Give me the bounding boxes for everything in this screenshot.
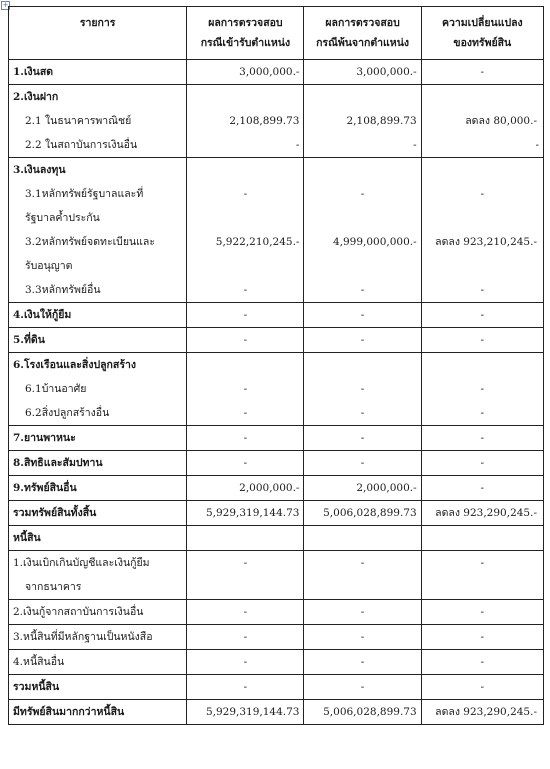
value-on-leave: 3,000,000.- [304,60,421,85]
header-change: ความเปลี่ยนแปลง ของทรัพย์สิน [421,7,543,60]
table-row [9,377,544,401]
value-on-leave: - [304,451,421,476]
row-label: 3.3หลักทรัพย์อื่น [9,278,187,303]
row-label: 9.ทรัพย์สินอื่น [9,476,187,501]
value-change: ลดลง 923,290,245.- [421,700,543,725]
table-row [9,206,544,230]
value-on-leave: - [304,600,421,625]
table-row [9,230,544,254]
value-change: - [421,625,543,650]
value-change: - [421,278,543,303]
value-on-entry: - [187,675,304,700]
table-row [9,426,544,451]
value-change: - [421,303,543,328]
value-change: - [421,401,543,426]
table-row [9,85,544,110]
value-on-leave: - [304,377,421,401]
value-on-leave: - [304,675,421,700]
value-on-entry: - [187,600,304,625]
value-on-leave: - [304,401,421,426]
value-on-entry: - [187,451,304,476]
table-row [9,303,544,328]
value-change: - [421,426,543,451]
value-on-entry: - [187,650,304,675]
value-on-leave: - [304,625,421,650]
table-row [9,476,544,501]
row-label: หนี้สิน [9,526,187,551]
row-label-continued: รัฐบาลค้ำประกัน [9,206,187,230]
value-on-leave: - [304,328,421,353]
row-label-continued: จากธนาคาร [9,575,187,600]
value-change: - [421,551,543,576]
row-label: 2.เงินฝาก [9,85,187,110]
value-on-entry: - [187,377,304,401]
value-change: - [421,60,543,85]
value-on-entry: 2,000,000.- [187,476,304,501]
row-label: 2.2 ในสถาบันการเงินอื่น [9,133,187,158]
value-on-leave: 5,006,028,899.73 [304,700,421,725]
value-change: - [421,675,543,700]
value-on-entry: 2,108,899.73 [187,109,304,133]
table-row [9,600,544,625]
row-label: 3.1หลักทรัพย์รัฐบาลและที่ [9,182,187,206]
section-header-row [9,526,544,551]
value-on-entry: - [187,182,304,206]
net-worth-row [9,700,544,725]
table-row [9,401,544,426]
value-on-leave: 2,108,899.73 [304,109,421,133]
header-item: รายการ [9,7,187,60]
row-label: 4.เงินให้กู้ยืม [9,303,187,328]
total-liabilities-row [9,675,544,700]
row-label: 3.เงินลงทุน [9,158,187,183]
value-change: - [421,476,543,501]
table-row [9,158,544,183]
value-change: - [421,328,543,353]
value-change: - [421,182,543,206]
table-row [9,575,544,600]
value-on-leave: - [304,551,421,576]
value-on-entry: - [187,625,304,650]
header-on-leave: ผลการตรวจสอบ กรณีพ้นจากตำแหน่ง [304,7,421,60]
table-row [9,133,544,158]
value-change: ลดลง 923,210,245.- [421,230,543,254]
row-label: 3.หนี้สินที่มีหลักฐานเป็นหนังสือ [9,625,187,650]
value-on-entry: - [187,328,304,353]
table-row [9,625,544,650]
row-label: 3.2หลักทรัพย์จดทะเบียนและ [9,230,187,254]
row-label: 8.สิทธิและสัมปทาน [9,451,187,476]
value-on-entry: 5,929,319,144.73 [187,700,304,725]
row-label: 1.เงินเบิกเกินบัญชีและเงินกู้ยืม [9,551,187,576]
value-on-entry: - [187,133,304,158]
table-row [9,109,544,133]
table-row [9,60,544,85]
row-label: 6.2สิ่งปลูกสร้างอื่น [9,401,187,426]
value-on-entry: - [187,551,304,576]
value-on-entry: 3,000,000.- [187,60,304,85]
row-label: 5.ที่ดิน [9,328,187,353]
value-on-leave: 2,000,000.- [304,476,421,501]
table-row [9,278,544,303]
value-change: - [421,650,543,675]
table-row [9,353,544,378]
header-on-entry: ผลการตรวจสอบ กรณีเข้ารับตำแหน่ง [187,7,304,60]
table-row [9,328,544,353]
value-on-leave: 5,006,028,899.73 [304,501,421,526]
value-change: - [421,451,543,476]
value-on-leave: - [304,426,421,451]
value-on-entry: 5,922,210,245.- [187,230,304,254]
value-change: ลดลง 923,290,245.- [421,501,543,526]
table-row [9,551,544,576]
asset-declaration-table [8,6,544,725]
table-row [9,254,544,278]
row-label: 2.1 ในธนาคารพาณิชย์ [9,109,187,133]
value-on-leave: - [304,278,421,303]
table-row [9,451,544,476]
value-change: - [421,600,543,625]
value-change: - [421,133,543,158]
row-label-continued: รับอนุญาต [9,254,187,278]
row-label: 7.ยานพาหนะ [9,426,187,451]
total-assets-row [9,501,544,526]
value-on-leave: - [304,303,421,328]
table-move-handle-icon[interactable]: + [2,1,9,9]
value-change: - [421,377,543,401]
row-label: 6.โรงเรือนและสิ่งปลูกสร้าง [9,353,187,378]
value-on-entry: - [187,278,304,303]
value-on-leave: - [304,650,421,675]
table-row [9,650,544,675]
value-on-entry: - [187,426,304,451]
row-label: รวมหนี้สิน [9,675,187,700]
row-label: 6.1บ้านอาศัย [9,377,187,401]
value-on-leave: - [304,133,421,158]
row-label: 1.เงินสด [9,60,187,85]
value-on-entry: 5,929,319,144.73 [187,501,304,526]
value-on-leave: - [304,182,421,206]
table-row [9,182,544,206]
header-row [9,7,544,60]
value-change: ลดลง 80,000.- [421,109,543,133]
row-label: รวมทรัพย์สินทั้งสิ้น [9,501,187,526]
value-on-entry: - [187,401,304,426]
row-label: มีทรัพย์สินมากกว่าหนี้สิน [9,700,187,725]
value-on-leave: 4,999,000,000.- [304,230,421,254]
value-on-entry: - [187,303,304,328]
row-label: 4.หนี้สินอื่น [9,650,187,675]
row-label: 2.เงินกู้จากสถาบันการเงินอื่น [9,600,187,625]
